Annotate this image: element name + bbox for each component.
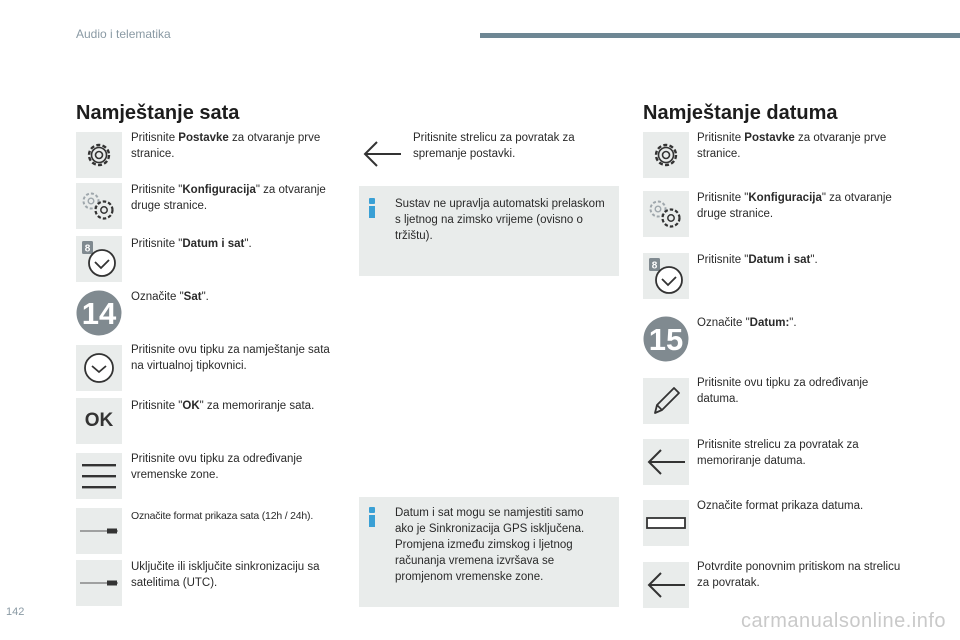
date-section-title: Namještanje datuma xyxy=(643,102,838,124)
step-text: Uključite ili isključite sinkronizaciju sa satelitima (UTC). xyxy=(131,561,320,589)
back-arrow-icon xyxy=(361,138,403,170)
toggle-icon xyxy=(79,521,119,541)
page-number: 142 xyxy=(6,606,25,618)
step-text: Pritisnite ovu tipku za određivanje datuma. xyxy=(697,377,869,405)
pencil-icon xyxy=(649,384,683,418)
double-gear-icon xyxy=(646,197,686,231)
back-arrow-icon-box xyxy=(643,439,689,485)
toggle-icon xyxy=(79,573,119,593)
small-badge-8: 8 xyxy=(651,260,658,272)
step-text: Označite "Sat". xyxy=(131,291,209,303)
step-text: Pritisnite "Konfiguracija" za otvaranje druge stranice. xyxy=(697,192,892,220)
gear-icon xyxy=(651,140,681,170)
menu-icon xyxy=(81,461,117,491)
back-arrow-icon-box xyxy=(359,131,405,177)
step-text: Pritisnite strelicu za povratak za spremanje postavki. xyxy=(413,132,575,160)
header-title: Audio i telematika xyxy=(76,27,171,41)
back-arrow-icon xyxy=(645,446,687,478)
step-text: Pritisnite "Konfiguracija" za otvaranje druge stranice. xyxy=(131,184,326,212)
step-text: Označite format prikaza sata (12h / 24h). xyxy=(131,510,314,522)
header-bar xyxy=(480,33,960,38)
watermark: carmanualsonline.info xyxy=(740,610,946,632)
clock-section-title: Namještanje sata xyxy=(76,102,240,124)
badge-number-14: 14 xyxy=(81,296,117,331)
info-text: Sustav ne upravlja automatski prelaskom s ljetnog na zimsko vrijeme (ovisno o tržištu). xyxy=(395,198,605,242)
small-badge-8: 8 xyxy=(84,243,91,255)
date-edit-icon-box xyxy=(643,378,689,424)
info-icon xyxy=(369,507,375,527)
step-text: Pritisnite Postavke za otvaranje prve stranice. xyxy=(697,132,887,160)
back-arrow-icon xyxy=(645,569,687,601)
step-text: Pritisnite "Datum i sat". xyxy=(697,254,818,266)
gear-icon xyxy=(84,140,114,170)
back-arrow-icon-box xyxy=(643,562,689,608)
date-format-icon-box xyxy=(643,500,689,546)
format-bar-icon xyxy=(646,513,686,533)
time-keyboard-icon-box xyxy=(76,345,122,391)
step-number-badge xyxy=(76,290,122,336)
double-gear-icon xyxy=(79,189,119,223)
info-text: Datum i sat mogu se namjestiti samo ako je Sinkronizacija GPS isključena. Promjena između zimskog i ljetnog računanja vremena izvršava se promjenom vremenske zone. xyxy=(395,507,585,583)
sync-icon-box xyxy=(76,560,122,606)
step-text: Pritisnite ovu tipku za određivanje vremenske zone. xyxy=(131,453,303,481)
step-text: Pritisnite "OK" za memoriranje sata. xyxy=(131,400,315,412)
info-box xyxy=(359,497,619,607)
configuration-icon-box xyxy=(76,183,122,229)
info-box xyxy=(359,186,619,276)
clock-icon xyxy=(644,254,688,298)
info-icon xyxy=(369,198,375,218)
step-text: Pritisnite "Datum i sat". xyxy=(131,238,252,250)
step-text: Pritisnite ovu tipku za namještanje sata na virtualnoj tipkovnici. xyxy=(131,344,330,372)
clock-icon xyxy=(77,237,121,281)
step-number-badge xyxy=(643,316,689,362)
badge-number-15: 15 xyxy=(648,322,684,357)
step-text: Pritisnite strelicu za povratak za memoriranje datuma. xyxy=(697,439,859,467)
settings-icon-box xyxy=(643,132,689,178)
ok-icon-box xyxy=(76,398,122,444)
settings-icon-box xyxy=(76,132,122,178)
step-text: Označite "Datum:". xyxy=(697,317,797,329)
chevron-down-circle-icon xyxy=(81,350,117,386)
date-time-icon-box xyxy=(76,236,122,282)
step-text: Potvrdite ponovnim pritiskom na strelicu za povratak. xyxy=(697,561,901,589)
step-text: Pritisnite Postavke za otvaranje prve stranice. xyxy=(131,132,321,160)
format-icon-box xyxy=(76,508,122,554)
configuration-icon-box xyxy=(643,191,689,237)
ok-label: OK xyxy=(84,410,114,431)
date-time-icon-box xyxy=(643,253,689,299)
time-zone-icon-box xyxy=(76,453,122,499)
step-text: Označite format prikaza datuma. xyxy=(697,500,864,512)
